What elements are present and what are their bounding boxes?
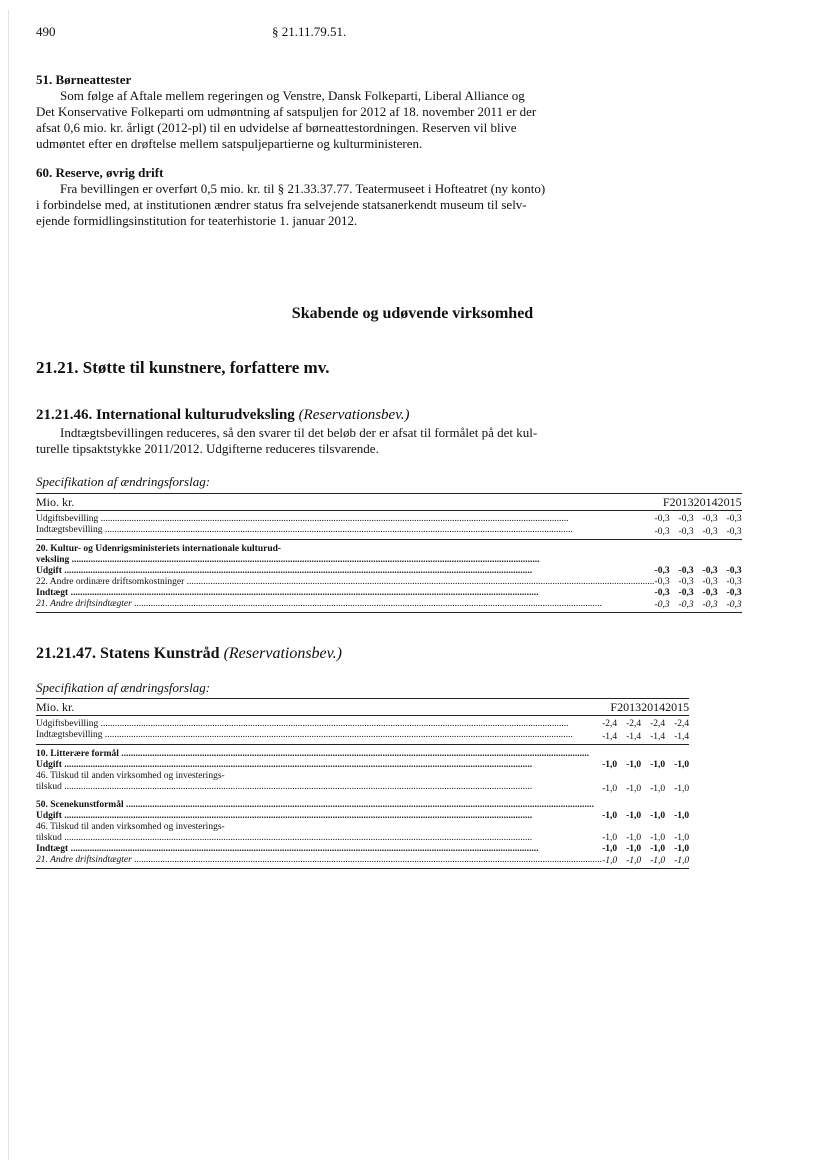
table-row — [36, 555, 742, 566]
col-header: F — [602, 699, 617, 716]
account-46 — [36, 407, 585, 457]
section-51-line: Som følge af Aftale mellem regeringen og Venstre, Dansk Folkeparti, Liberal Alliance og — [60, 88, 525, 103]
table-row — [36, 588, 742, 599]
scan-edge-line — [8, 10, 9, 1160]
cell: -1,4 — [626, 731, 642, 742]
table-row — [36, 822, 689, 833]
cell: -1,0 — [674, 784, 690, 794]
table-row — [36, 797, 689, 811]
main-heading: 21.21. Støtte til kunstnere, forfattere mv. — [36, 358, 330, 377]
row-label: Indtægtsbevilling ..... — [36, 730, 602, 741]
spec-table-47 — [36, 698, 689, 869]
section-51-line: afsat 0,6 mio. kr. årligt (2012-pl) til en udvidelse af børneattestordningen. Reserven vil blive — [36, 120, 517, 135]
row-label: Indtægt ..... — [36, 588, 655, 599]
cell: -1,0 — [650, 784, 666, 794]
cell: -1,0 — [626, 811, 642, 821]
table-row — [36, 730, 689, 745]
cell: -1,0 — [602, 855, 617, 869]
row-label: 46. Tilskud til anden virksomhed og investerings- — [36, 822, 225, 832]
cell: -1,4 — [650, 731, 666, 742]
row-label: 21. Andre driftsindtægter ..... — [36, 855, 602, 866]
cell: -0,3 — [678, 514, 694, 524]
row-label: Udgiftsbevilling ..... — [36, 514, 655, 525]
cell: -1,0 — [602, 833, 618, 843]
cell: -0,3 — [702, 514, 718, 524]
cell: -0,3 — [678, 577, 694, 587]
col-header: 2014 — [641, 700, 666, 714]
cell: -1,0 — [626, 833, 642, 843]
table-row — [36, 511, 742, 526]
account-47-title — [36, 645, 342, 663]
section-51-line: Det Konservative Folkeparti om udmøntning af satspuljen for 2012 af 18. november 2011 er der — [36, 104, 537, 119]
cell: -2,4 — [602, 719, 618, 729]
row-label: Udgiftsbevilling ..... — [36, 719, 602, 730]
section-51-line: udmøntet efter en drøftelse mellem satspuljepartierne og kulturministeren. — [36, 136, 423, 151]
spec-label-47: Specifikation af ændringsforslag: — [36, 680, 211, 695]
cell: -0,3 — [702, 577, 718, 587]
row-label: 21. Andre driftsindtægter ..... — [36, 599, 655, 610]
section-60-title: 60. Reserve, øvrig drift — [36, 165, 164, 180]
cell: -0,3 — [726, 588, 742, 598]
cell: -0,3 — [702, 526, 718, 537]
account-47-title-suffix: (Reservationsbev.) — [223, 645, 342, 662]
cell: -0,3 — [678, 526, 694, 537]
table-row — [36, 855, 689, 869]
section-60 — [36, 165, 585, 229]
table-row — [36, 782, 689, 797]
cell: -1,0 — [626, 784, 642, 794]
col-header: 2015 — [665, 700, 690, 714]
section-51-title: 51. Børneattester — [36, 72, 132, 87]
cell: -1,4 — [674, 731, 690, 742]
account-46-title-suffix: (Reservationsbev.) — [298, 407, 410, 423]
table-row — [36, 525, 742, 540]
cell: -0,3 — [654, 566, 670, 576]
row-label: 46. Tilskud til anden virksomhed og investerings- — [36, 771, 225, 781]
cell: -0,3 — [702, 588, 718, 598]
cell: -0,3 — [694, 599, 718, 613]
cell: -2,4 — [626, 719, 642, 729]
cell: -1,0 — [602, 844, 618, 854]
page-reference: § 21.11.79.51. — [272, 24, 347, 39]
row-label: Udgift ..... — [36, 811, 602, 822]
cell: -0,3 — [678, 566, 694, 576]
spec-table-46 — [36, 493, 742, 613]
table-row — [36, 540, 742, 556]
col-header: F — [655, 494, 670, 511]
col-header: 2013 — [617, 700, 642, 714]
table-row — [36, 566, 742, 577]
cell: -1,0 — [665, 855, 689, 869]
cell: -2,4 — [674, 719, 690, 729]
section-60-line: i forbindelse med, at institutionen ændrer status fra selvejende statsanerkendt museum til selv- — [36, 197, 527, 212]
cell: -1,0 — [674, 760, 690, 770]
col-header: Mio. kr. — [36, 699, 602, 716]
cell: -0,3 — [655, 599, 670, 613]
cell: -1,0 — [602, 811, 618, 821]
row-label: tilskud ..... — [36, 782, 602, 793]
col-header: 2013 — [669, 495, 694, 509]
cell: -1,0 — [674, 844, 690, 854]
cell: -0,3 — [678, 588, 694, 598]
account-46-title-text: 21.21.46. International kulturudveksling — [36, 407, 295, 423]
cell: -0,3 — [654, 514, 670, 524]
group-title: 20. Kultur- og Udenrigsministeriets internationale kulturud- — [36, 540, 655, 556]
cell: -1,0 — [650, 811, 666, 821]
row-label: Udgift ..... — [36, 760, 602, 771]
cell: -0,3 — [702, 566, 718, 576]
cell: -1,0 — [650, 844, 666, 854]
table-row — [36, 811, 689, 822]
cell: -0,3 — [654, 577, 670, 587]
row-label: 22. Andre ordinære driftsomkostninger ..... — [36, 577, 655, 588]
cell: -0,3 — [654, 526, 670, 537]
cell: -1,0 — [674, 811, 690, 821]
cell: -0,3 — [726, 566, 742, 576]
account-46-line: Indtægtsbevillingen reduceres, så den svarer til det beløb der er afsat til formålet på det kul- — [60, 425, 538, 440]
cell: -0,3 — [654, 588, 670, 598]
cell: -0,3 — [718, 599, 742, 613]
section-51 — [36, 72, 585, 152]
section-60-line: Fra bevillingen er overført 0,5 mio. kr. til § 21.33.37.77. Teatermuseet i Hofteatret (ny konto) — [60, 181, 546, 196]
row-label: Indtægt ..... — [36, 844, 602, 855]
col-header: 2014 — [693, 495, 718, 509]
cell: -1,0 — [602, 760, 618, 770]
page-number: 490 — [36, 24, 56, 39]
table-row — [36, 745, 689, 761]
cell: -0,3 — [670, 599, 694, 613]
group-heading: Skabende og udøvende virksomhed — [291, 305, 534, 322]
cell: -1,0 — [650, 833, 666, 843]
account-46-title — [36, 407, 585, 424]
cell: -1,0 — [650, 760, 666, 770]
cell: -2,4 — [650, 719, 666, 729]
table-row — [36, 833, 689, 844]
cell: -1,0 — [674, 833, 690, 843]
table-row — [36, 771, 689, 782]
group-title: 10. Litterære formål ..... — [36, 749, 602, 760]
cell: -1,4 — [602, 731, 618, 742]
row-label: Udgift ..... — [36, 566, 655, 577]
cell: -0,3 — [726, 526, 742, 537]
group-title: 50. Scenekunstformål ..... — [36, 800, 602, 811]
account-46-line: turelle tipsaktstykke 2011/2012. Udgifterne reduceres tilsvarende. — [36, 441, 379, 456]
table-row — [36, 716, 689, 731]
cell: -0,3 — [726, 514, 742, 524]
row-label: tilskud ..... — [36, 833, 602, 844]
col-header: 2015 — [717, 495, 742, 509]
row-label: veksling ..... — [36, 555, 655, 566]
section-60-line: ejende formidlingsinstitution for teaterhistorie 1. januar 2012. — [36, 213, 358, 228]
cell: -1,0 — [626, 760, 642, 770]
cell: -1,0 — [641, 855, 665, 869]
table-row — [36, 760, 689, 771]
spec-label-46: Specifikation af ændringsforslag: — [36, 474, 211, 489]
table-row — [36, 844, 689, 855]
row-label: Indtægtsbevilling ..... — [36, 525, 655, 536]
table-row — [36, 577, 742, 588]
account-47-title-text: 21.21.47. Statens Kunstråd — [36, 645, 220, 662]
cell: -1,0 — [602, 784, 618, 794]
cell: -1,0 — [626, 844, 642, 854]
cell: -1,0 — [617, 855, 641, 869]
cell: -0,3 — [726, 577, 742, 587]
col-header: Mio. kr. — [36, 494, 655, 511]
table-row — [36, 599, 742, 613]
